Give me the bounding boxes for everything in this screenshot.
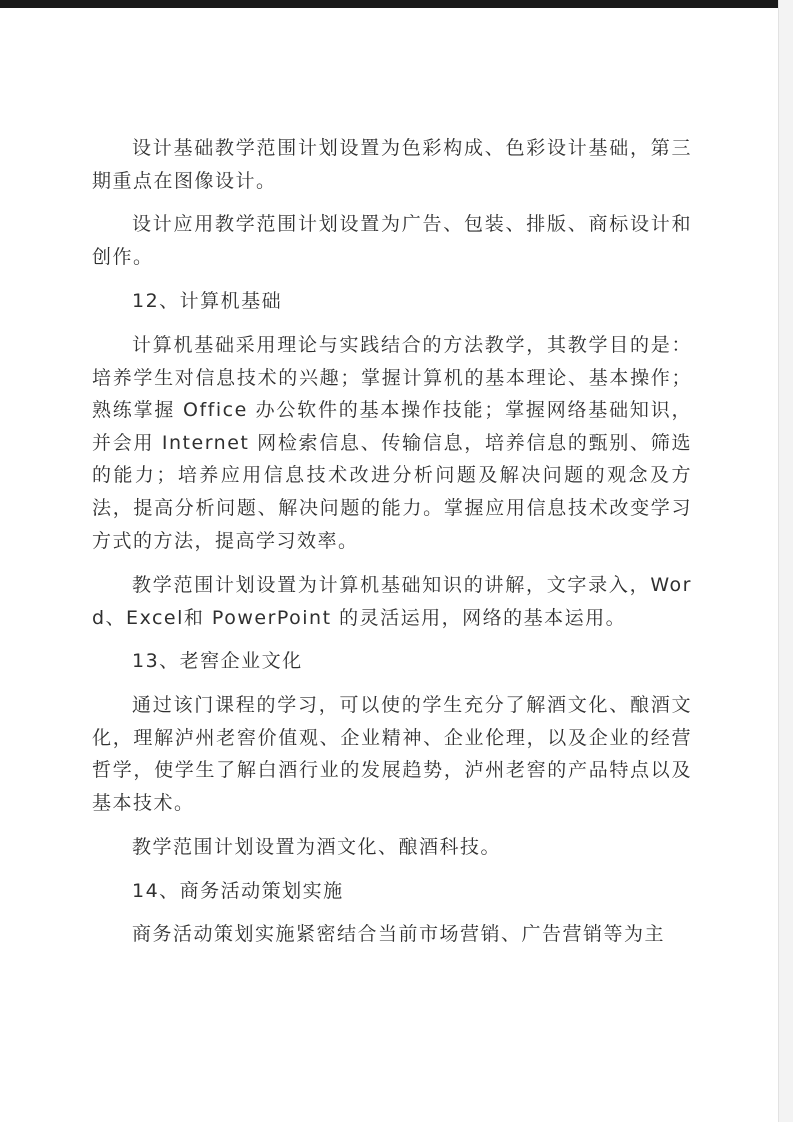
scan-right-edge — [778, 0, 793, 1122]
paragraph-laojiao-scope: 教学范围计划设置为酒文化、酿酒科技。 — [132, 836, 502, 859]
section-heading-business-planning: 14、商务活动策划实施 — [132, 879, 344, 902]
paragraph-computer-scope: 教学范围计划设置为计算机基础知识的讲解，文字录入，Word、Excel和 PowerPoint 的灵活运用，网络的基本运用。 — [92, 574, 692, 629]
section-heading-computer-basics: 12、计算机基础 — [132, 290, 283, 313]
paragraph-business-planning: 商务活动策划实施紧密结合当前市场营销、广告营销等为主 — [132, 923, 666, 946]
paragraph-laojiao-culture: 通过该门课程的学习，可以使的学生充分了解酒文化、酿酒文化，理解泸州老窖价值观、企业精神、企业伦理，以及企业的经营哲学，使学生了解白酒行业的发展趋势，泸州老窖的产品特点以及基本技术。 — [92, 693, 692, 814]
scan-top-edge — [0, 0, 793, 8]
paragraph-design-application: 设计应用教学范围计划设置为广告、包装、排版、商标设计和创作。 — [92, 213, 692, 268]
document-body — [92, 132, 692, 951]
paragraph-design-basics: 设计基础教学范围计划设置为色彩构成、色彩设计基础，第三期重点在图像设计。 — [92, 137, 692, 192]
section-heading-laojiao-culture: 13、老窖企业文化 — [132, 650, 303, 673]
paragraph-computer-basics: 计算机基础采用理论与实践结合的方法教学，其教学目的是：培养学生对信息技术的兴趣；掌握计算机的基本理论、基本操作；熟练掌握 Office 办公软件的基本操作技能；掌握网络基础知识，并会用 Internet 网检索信息、传输信息，培养信息的甄别、筛选的能力；培养应用信息技术改进分析问题及解决问题的观念及方法，提高分析问题、解决问题的能力。掌握应用信息技术改变学习方式的方法，提高学习效率。 — [92, 333, 692, 552]
